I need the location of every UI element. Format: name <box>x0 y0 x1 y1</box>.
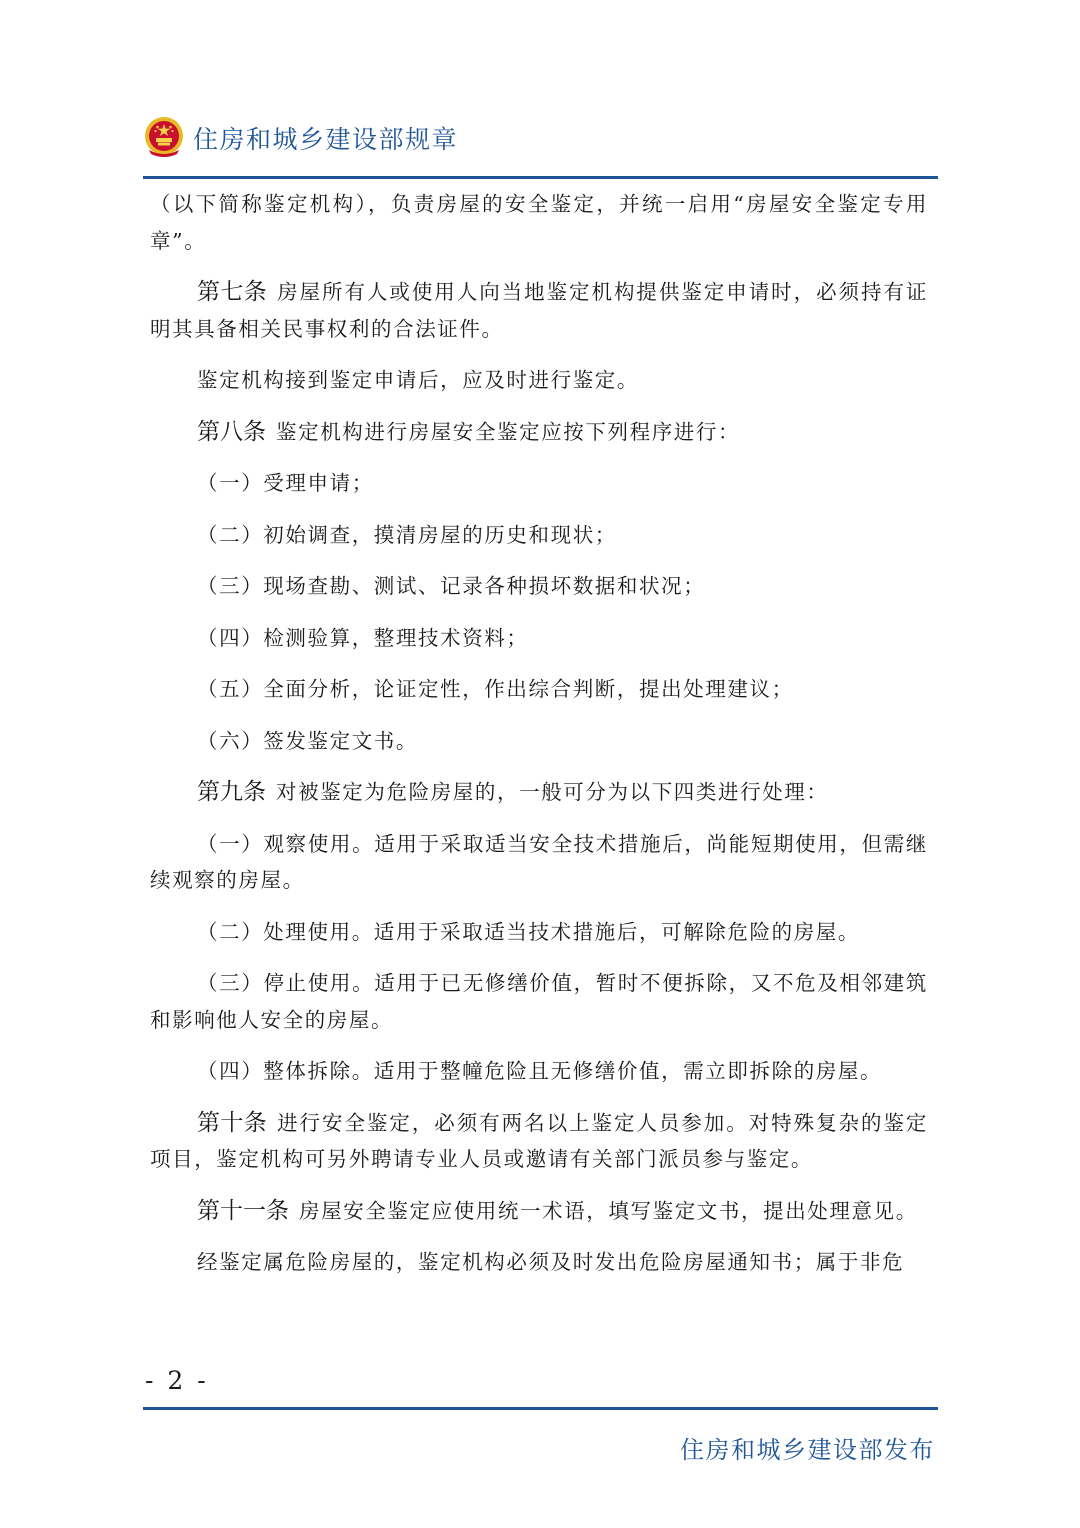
article-11 <box>150 1193 928 1230</box>
page-number: - 2 - <box>145 1366 209 1395</box>
article-text: 鉴定机构进行房屋安全鉴定应按下列程序进行： <box>276 419 741 444</box>
article-9 <box>150 774 928 811</box>
paragraph: 经鉴定属危险房屋的，鉴定机构必须及时发出危险房屋通知书；属于非危 <box>197 1250 905 1274</box>
list-item: （三）停止使用。适用于已无修缮价值，暂时不便拆除，又不危及相邻建筑和影响他人安全的房屋。 <box>150 971 928 1032</box>
article-label: 第十一条 <box>197 1197 289 1224</box>
list-item: （四）检测验算，整理技术资料； <box>197 625 529 650</box>
article-8 <box>150 414 928 451</box>
list-item: （一）观察使用。适用于采取适当安全技术措施后，尚能短期使用，但需继续观察的房屋。 <box>150 831 928 892</box>
page-header <box>143 116 938 164</box>
list-item: （四）整体拆除。适用于整幢危险且无修缮价值，需立即拆除的房屋。 <box>197 1059 883 1083</box>
footer-publisher: 住房和城乡建设部发布 <box>680 1436 935 1464</box>
header-title: 住房和城乡建设部规章 <box>193 125 459 154</box>
list-item: （三）现场查勘、测试、记录各种损坏数据和状况； <box>197 574 706 598</box>
article-text: 房屋安全鉴定应使用统一术语，填写鉴定文书，提出处理意见。 <box>299 1198 918 1223</box>
article-label: 第七条 <box>197 279 268 305</box>
list-item: （二）初始调查，摸清房屋的历史和现状； <box>197 522 617 547</box>
list-item: （五）全面分析，论证定性，作出综合判断，提出处理建议； <box>197 677 794 701</box>
article-text: 对被鉴定为危险房屋的，一般可分为以下四类进行处理： <box>276 780 829 804</box>
document-body <box>150 186 928 1281</box>
paragraph-continuation: （以下简称鉴定机构），负责房屋的安全鉴定，并统一启用“房屋安全鉴定专用章”。 <box>150 192 928 253</box>
article-text: 进行安全鉴定，必须有两名以上鉴定人员参加。对特殊复杂的鉴定项目，鉴定机构可另外聘请专业人员或邀请有关部门派员参与鉴定。 <box>150 1110 928 1171</box>
article-label: 第九条 <box>197 779 266 805</box>
article-7 <box>150 274 928 347</box>
article-text: 房屋所有人或使用人向当地鉴定机构提供鉴定申请时，必须持有证明其具备相关民事权利的合法证件。 <box>150 280 928 341</box>
article-10 <box>150 1105 928 1178</box>
header-rule <box>143 176 938 179</box>
article-label: 第八条 <box>197 418 266 445</box>
paragraph: 鉴定机构接到鉴定申请后，应及时进行鉴定。 <box>197 368 639 392</box>
list-item: （一）受理申请； <box>197 471 374 495</box>
list-item: （六）签发鉴定文书。 <box>197 728 418 753</box>
list-item: （二）处理使用。适用于采取适当技术措施后，可解除危险的房屋。 <box>197 919 860 944</box>
footer-rule <box>143 1407 938 1410</box>
article-label: 第十条 <box>197 1109 268 1136</box>
national-emblem-icon <box>143 116 185 158</box>
